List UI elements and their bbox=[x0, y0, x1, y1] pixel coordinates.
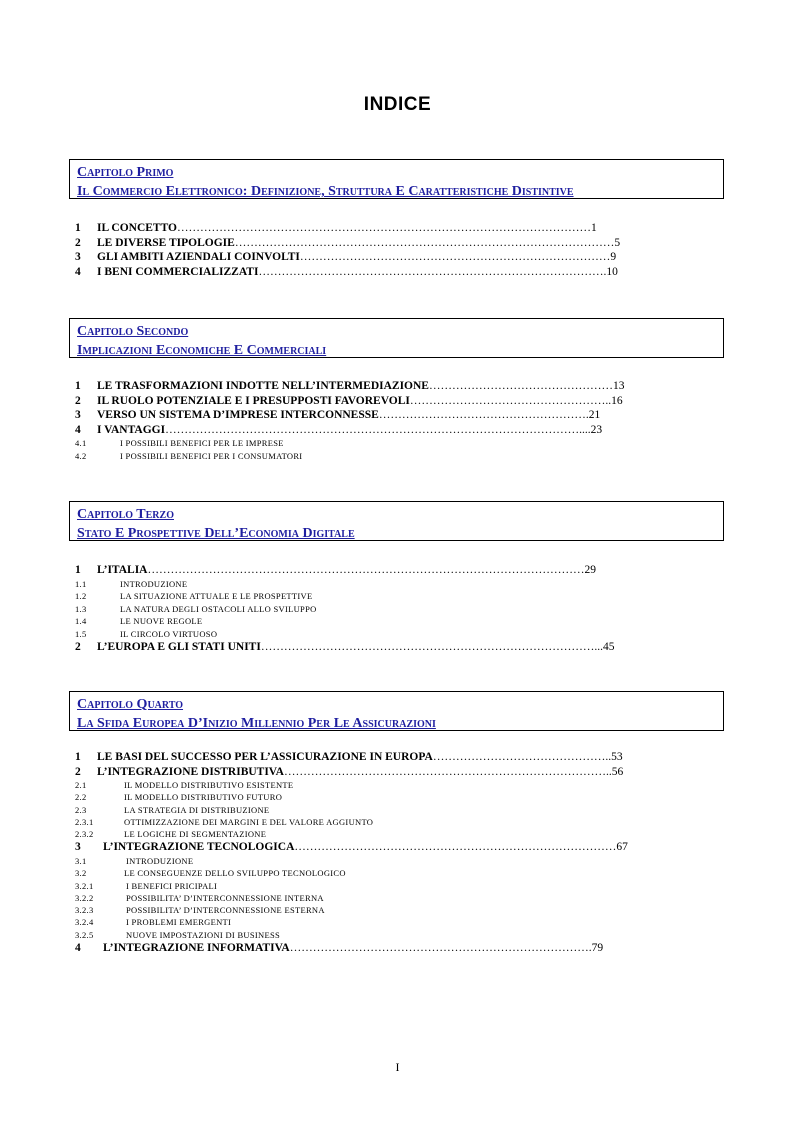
entry-label: POSSIBILITA’ D’INTERCONNESSIONE ESTERNA bbox=[126, 905, 325, 916]
chapter-label[interactable]: Capitolo Terzo bbox=[77, 507, 174, 522]
toc-entry[interactable] bbox=[75, 221, 685, 236]
toc-chapter-3 bbox=[75, 563, 685, 655]
entry-label: LA STRATEGIA DI DISTRIBUZIONE bbox=[124, 804, 270, 815]
toc-entry[interactable] bbox=[75, 765, 685, 780]
entry-label: L’INTEGRAZIONE TECNOLOGICA bbox=[103, 841, 295, 854]
chapter-heading-2[interactable] bbox=[69, 318, 724, 358]
entry-page: 10 bbox=[606, 265, 618, 278]
entry-label: LE LOGICHE DI SEGMENTAZIONE bbox=[124, 829, 267, 840]
entry-label: LA SITUAZIONE ATTUALE E LE PROSPETTIVE bbox=[120, 591, 313, 601]
entry-label: I BENEFICI PRICIPALI bbox=[126, 880, 218, 891]
toc-entry[interactable] bbox=[75, 941, 685, 956]
entry-number: 2 bbox=[75, 394, 81, 407]
toc-subentry[interactable] bbox=[75, 437, 685, 450]
entry-label: IL MODELLO DISTRIBUTIVO ESISTENTE bbox=[124, 780, 294, 790]
toc-subentry[interactable] bbox=[75, 892, 685, 904]
entry-number: 2.1 bbox=[75, 780, 87, 790]
leader-dots: …………………………………………….. bbox=[409, 394, 612, 407]
toc-subentry[interactable] bbox=[75, 578, 685, 591]
toc-chapter-2 bbox=[75, 379, 685, 462]
toc-subentry[interactable] bbox=[75, 855, 685, 867]
leader-dots: ……………………………………….. bbox=[432, 751, 612, 763]
entry-number: 1.2 bbox=[75, 591, 87, 601]
page-number: I bbox=[395, 1060, 400, 1074]
leader-dots: ……………………………………………………………………… bbox=[299, 251, 611, 263]
toc-subentry[interactable] bbox=[75, 916, 685, 928]
leader-dots: ………………………………………………………………………… bbox=[294, 841, 617, 854]
entry-label: I POSSIBILI BENEFICI PER I CONSUMATORI bbox=[120, 450, 303, 461]
entry-number: 4.1 bbox=[75, 438, 87, 448]
entry-page: 9 bbox=[610, 251, 617, 263]
chapter-heading-3[interactable] bbox=[69, 501, 724, 541]
leader-dots: ……………………………………………………………………. bbox=[289, 942, 592, 955]
entry-number: 2.3.1 bbox=[75, 816, 94, 827]
chapter-label[interactable]: Capitolo Secondo bbox=[77, 324, 189, 339]
leader-dots: ………………………………………………. bbox=[378, 409, 589, 421]
leader-dots: …………………………………………………………………………………………………… bbox=[147, 564, 585, 576]
entry-number: 4 bbox=[75, 423, 81, 436]
entry-number: 3.2.4 bbox=[75, 917, 94, 928]
entry-number: 2.3 bbox=[75, 804, 87, 815]
entry-page: 29 bbox=[584, 564, 596, 576]
chapter-title[interactable]: Stato E Prospettive Dell’Economia Digitale bbox=[77, 526, 355, 541]
entry-number: 1 bbox=[75, 222, 81, 234]
entry-label: OTTIMIZZAZIONE DEI MARGINI E DEL VALORE AGGIUNTO bbox=[124, 816, 374, 827]
entry-number: 3.2 bbox=[75, 868, 87, 879]
entry-label: LE NUOVE REGOLE bbox=[120, 616, 203, 626]
entry-label: I PROBLEMI EMERGENTI bbox=[126, 917, 232, 928]
entry-label: IL MODELLO DISTRIBUTIVO FUTURO bbox=[124, 792, 283, 803]
toc-subentry[interactable] bbox=[75, 929, 685, 941]
toc-subentry[interactable] bbox=[75, 880, 685, 892]
leader-dots: ……………………………………………………………………………………… bbox=[234, 236, 615, 249]
entry-number: 1.3 bbox=[75, 603, 87, 614]
entry-label: L’INTEGRAZIONE INFORMATIVA bbox=[103, 942, 290, 955]
toc-entry[interactable] bbox=[75, 840, 685, 855]
entry-number: 3.2.1 bbox=[75, 880, 94, 891]
entry-page: 13 bbox=[612, 380, 625, 392]
toc-entry[interactable] bbox=[75, 236, 685, 251]
entry-number: 1.1 bbox=[75, 578, 87, 589]
toc-chapter-4 bbox=[75, 750, 685, 956]
leader-dots: ………………………………………………………………………….. bbox=[283, 765, 612, 778]
toc-subentry[interactable] bbox=[75, 867, 685, 879]
entry-label: LE DIVERSE TIPOLOGIE bbox=[97, 236, 235, 249]
toc-entry[interactable] bbox=[75, 750, 685, 765]
entry-page: 79 bbox=[591, 942, 604, 955]
toc-subentry[interactable] bbox=[75, 628, 685, 641]
entry-number: 3.2.5 bbox=[75, 929, 94, 940]
toc-subentry[interactable] bbox=[75, 904, 685, 916]
entry-label: VERSO UN SISTEMA D’IMPRESE INTERCONNESSE bbox=[97, 409, 379, 421]
entry-page: 56 bbox=[611, 765, 624, 778]
entry-number: 3.2.2 bbox=[75, 892, 94, 903]
entry-page: 16 bbox=[611, 394, 623, 407]
leader-dots: ………………………………………… bbox=[428, 380, 613, 392]
toc-entry[interactable] bbox=[75, 250, 685, 265]
entry-label: IL RUOLO POTENZIALE E I PRESUPPOSTI FAVOREVOLI bbox=[97, 394, 410, 407]
toc-subentry[interactable] bbox=[75, 804, 685, 816]
entry-label: NUOVE IMPOSTAZIONI DI BUSINESS bbox=[126, 929, 281, 940]
chapter-title[interactable]: Implicazioni Economiche E Commerciali bbox=[77, 343, 327, 358]
chapter-label[interactable]: Capitolo Quarto bbox=[77, 697, 184, 712]
chapter-title[interactable]: Il Commercio Elettronico: Definizione, Struttura E Caratteristiche Distintive bbox=[77, 184, 574, 199]
entry-label: I VANTAGGI bbox=[97, 423, 166, 436]
entry-label: I BENI COMMERCIALIZZATI bbox=[97, 265, 259, 278]
entry-number: 1 bbox=[75, 564, 81, 576]
entry-number: 3 bbox=[75, 841, 81, 854]
entry-label: I POSSIBILI BENEFICI PER LE IMPRESE bbox=[120, 438, 284, 448]
entry-page: 21 bbox=[588, 409, 601, 421]
entry-number: 2 bbox=[75, 236, 81, 249]
entry-number: 2 bbox=[75, 765, 81, 778]
entry-number: 1 bbox=[75, 380, 81, 392]
toc-entry[interactable] bbox=[75, 394, 685, 409]
toc-chapter-1 bbox=[75, 221, 685, 279]
entry-label: LE CONSEGUENZE DELLO SVILUPPO TECNOLOGICO bbox=[124, 868, 346, 879]
entry-label: GLI AMBITI AZIENDALI COINVOLTI bbox=[97, 251, 300, 263]
entry-label: POSSIBILITA’ D’INTERCONNESSIONE INTERNA bbox=[126, 892, 324, 903]
entry-label: LE BASI DEL SUCCESSO PER L’ASSICURAZIONE IN EUROPA bbox=[97, 751, 433, 763]
entry-number: 3 bbox=[75, 251, 81, 263]
entry-number: 2 bbox=[75, 641, 81, 653]
toc-subentry[interactable] bbox=[75, 828, 685, 840]
entry-number: 3 bbox=[75, 409, 81, 421]
entry-page: 23 bbox=[590, 423, 603, 436]
entry-number: 1.4 bbox=[75, 616, 87, 626]
entry-number: 2.3.2 bbox=[75, 829, 94, 840]
entry-label: INTRODUZIONE bbox=[120, 578, 188, 589]
toc-entry[interactable] bbox=[75, 408, 685, 423]
entry-page: 1 bbox=[591, 222, 597, 234]
toc-entry[interactable] bbox=[75, 265, 685, 280]
entry-label: LA NATURA DEGLI OSTACOLI ALLO SVILUPPO bbox=[120, 603, 317, 614]
chapter-label[interactable]: Capitolo Primo bbox=[77, 165, 174, 180]
entry-number: 4 bbox=[75, 265, 81, 278]
toc-entry[interactable] bbox=[75, 563, 685, 578]
entry-label: IL CONCETTO bbox=[97, 222, 177, 234]
entry-page: 53 bbox=[611, 751, 623, 763]
entry-label: L’EUROPA E GLI STATI UNITI bbox=[97, 641, 261, 653]
page-title: INDICE bbox=[363, 94, 432, 115]
toc-subentry[interactable] bbox=[75, 779, 685, 791]
entry-number: 1 bbox=[75, 751, 81, 763]
leader-dots: ……………………………………………………………………………………………… bbox=[177, 222, 591, 234]
toc-subentry[interactable] bbox=[75, 450, 685, 463]
leader-dots: ……………………………………………………………………………... bbox=[260, 641, 603, 653]
entry-number: 1.5 bbox=[75, 628, 87, 639]
entry-number: 3.1 bbox=[75, 855, 87, 866]
leader-dots: ………………………………………………………………………………. bbox=[258, 265, 607, 278]
toc-subentry[interactable] bbox=[75, 615, 685, 628]
entry-number: 4 bbox=[75, 942, 81, 955]
entry-label: IL CIRCOLO VIRTUOSO bbox=[120, 628, 218, 639]
chapter-title[interactable]: La Sfida Europea D’Inizio Millennio Per Le Assicurazioni bbox=[77, 716, 436, 731]
entry-number: 2.2 bbox=[75, 792, 87, 803]
toc-entry[interactable] bbox=[75, 379, 685, 394]
leader-dots: ……………………………………………………………………………………………….... bbox=[165, 423, 591, 436]
chapter-heading-1[interactable] bbox=[69, 159, 724, 199]
entry-number: 4.2 bbox=[75, 450, 87, 461]
entry-label: INTRODUZIONE bbox=[126, 855, 194, 866]
toc-subentry[interactable] bbox=[75, 816, 685, 828]
chapter-heading-4[interactable] bbox=[69, 691, 724, 731]
toc-entry[interactable] bbox=[75, 640, 685, 655]
entry-label: L’INTEGRAZIONE DISTRIBUTIVA bbox=[97, 765, 284, 778]
entry-number: 3.2.3 bbox=[75, 905, 94, 916]
toc-subentry[interactable] bbox=[75, 590, 685, 603]
entry-label: L’ITALIA bbox=[97, 564, 148, 576]
entry-page: 5 bbox=[614, 236, 621, 249]
entry-page: 45 bbox=[602, 641, 615, 653]
entry-page: 67 bbox=[616, 841, 628, 854]
toc-subentry[interactable] bbox=[75, 603, 685, 616]
toc-subentry[interactable] bbox=[75, 791, 685, 803]
toc-entry[interactable] bbox=[75, 423, 685, 438]
entry-label: LE TRASFORMAZIONI INDOTTE NELL’INTERMEDIAZIONE bbox=[97, 380, 429, 392]
